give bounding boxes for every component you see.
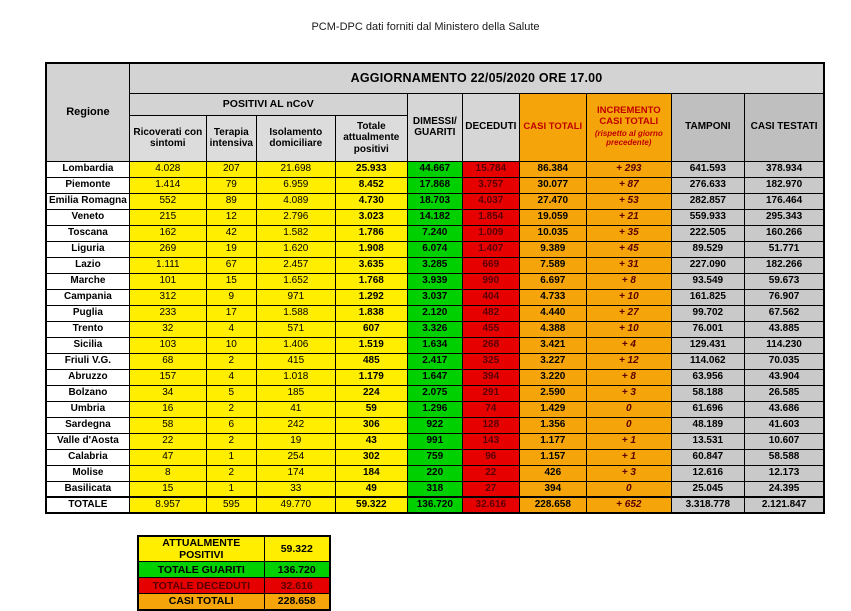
cell-casi-testati: 10.607 [744,433,824,449]
cell-deceduti: 96 [462,449,519,465]
cell-dimessi-guariti: 1.296 [407,401,462,417]
cell-tamponi: 227.090 [671,257,744,273]
cell-casi-testati: 58.588 [744,449,824,465]
cell-dimessi-guariti: 318 [407,481,462,497]
table-header [46,63,824,161]
cell-tamponi: 222.505 [671,225,744,241]
cell-casi-testati: 182.970 [744,177,824,193]
cell-incremento: + 10 [586,321,671,337]
cell-tamponi: 282.857 [671,193,744,209]
cell-isolamento: 33 [256,481,335,497]
cell-isolamento: 19 [256,433,335,449]
cell-terapia-intensiva: 6 [206,417,256,433]
cell-tamponi: 63.956 [671,369,744,385]
cell-incremento: + 10 [586,289,671,305]
cell-incremento: + 1 [586,433,671,449]
ricoverati-header: Ricoverati con sintomi [129,115,206,161]
cell-terapia-intensiva: 17 [206,305,256,321]
cell-ricoverati: 312 [129,289,206,305]
cell-deceduti: 268 [462,337,519,353]
region-name: Lazio [46,257,129,273]
table-row [46,417,824,433]
cell-terapia-intensiva: 1 [206,481,256,497]
cell-ricoverati: 1.414 [129,177,206,193]
cell-tamponi: 129.431 [671,337,744,353]
cell-terapia-intensiva: 595 [206,497,256,513]
cell-terapia-intensiva: 4 [206,321,256,337]
cell-casi-totali: 30.077 [519,177,586,193]
cell-incremento: + 1 [586,449,671,465]
cell-totale-positivi: 8.452 [335,177,407,193]
summary-row-attualmente-positivi [138,536,330,562]
cell-ricoverati: 157 [129,369,206,385]
cell-casi-testati: 43.686 [744,401,824,417]
summary-value: 228.658 [264,594,330,610]
cell-ricoverati: 269 [129,241,206,257]
cell-tamponi: 3.318.778 [671,497,744,513]
cell-dimessi-guariti: 991 [407,433,462,449]
cell-dimessi-guariti: 14.182 [407,209,462,225]
summary-table [137,535,331,611]
tamponi-header: TAMPONI [671,93,744,161]
cell-tamponi: 25.045 [671,481,744,497]
cell-terapia-intensiva: 89 [206,193,256,209]
cell-dimessi-guariti: 2.417 [407,353,462,369]
cell-casi-totali: 1.356 [519,417,586,433]
cell-dimessi-guariti: 2.075 [407,385,462,401]
cell-tamponi: 60.847 [671,449,744,465]
cell-casi-totali: 3.220 [519,369,586,385]
cell-casi-totali: 1.157 [519,449,586,465]
cell-casi-totali: 4.733 [519,289,586,305]
cell-isolamento: 4.089 [256,193,335,209]
incremento-subtitle: (rispetto al giorno precedente) [594,129,663,148]
cell-incremento: + 53 [586,193,671,209]
cell-deceduti: 32.616 [462,497,519,513]
cell-ricoverati: 103 [129,337,206,353]
cell-tamponi: 89.529 [671,241,744,257]
cell-terapia-intensiva: 2 [206,433,256,449]
region-name: Calabria [46,449,129,465]
cell-incremento: + 35 [586,225,671,241]
cell-casi-testati: 70.035 [744,353,824,369]
cell-dimessi-guariti: 6.074 [407,241,462,257]
region-name: Campania [46,289,129,305]
cell-isolamento: 21.698 [256,161,335,177]
dimessi-guariti-header: DIMESSI/ GUARITI [407,93,462,161]
table-row [46,225,824,241]
summary-row-totale-guariti [138,562,330,578]
region-name: Sardegna [46,417,129,433]
summary-value: 32.616 [264,578,330,594]
table-row [46,401,824,417]
cell-tamponi: 58.188 [671,385,744,401]
region-name: Trento [46,321,129,337]
region-name: Toscana [46,225,129,241]
cell-ricoverati: 233 [129,305,206,321]
cell-terapia-intensiva: 12 [206,209,256,225]
isolamento-header: Isolamento domiciliare [256,115,335,161]
cell-deceduti: 1.407 [462,241,519,257]
table-row [46,241,824,257]
cell-dimessi-guariti: 136.720 [407,497,462,513]
cell-dimessi-guariti: 220 [407,465,462,481]
cell-tamponi: 161.825 [671,289,744,305]
cell-tamponi: 559.933 [671,209,744,225]
summary-row-casi-totali [138,594,330,610]
cell-incremento: + 12 [586,353,671,369]
cell-isolamento: 971 [256,289,335,305]
cell-isolamento: 571 [256,321,335,337]
total-row [46,497,824,513]
table-row [46,305,824,321]
table-row [46,433,824,449]
cell-casi-testati: 41.603 [744,417,824,433]
cell-totale-positivi: 43 [335,433,407,449]
table-row [46,257,824,273]
totale-positivi-header: Totale attualmente positivi [335,115,407,161]
cell-totale-positivi: 184 [335,465,407,481]
cell-totale-positivi: 59 [335,401,407,417]
summary-row-totale-deceduti [138,578,330,594]
cell-incremento: 0 [586,401,671,417]
cell-dimessi-guariti: 922 [407,417,462,433]
covid-region-table [45,62,825,514]
cell-deceduti: 27 [462,481,519,497]
table-row [46,321,824,337]
table-row [46,353,824,369]
cell-incremento: + 45 [586,241,671,257]
cell-incremento: 0 [586,417,671,433]
cell-incremento: + 31 [586,257,671,273]
cell-incremento: + 87 [586,177,671,193]
cell-casi-testati: 43.904 [744,369,824,385]
cell-isolamento: 2.796 [256,209,335,225]
cell-isolamento: 1.652 [256,273,335,289]
cell-incremento: + 4 [586,337,671,353]
cell-casi-testati: 378.934 [744,161,824,177]
cell-tamponi: 61.696 [671,401,744,417]
summary-label: CASI TOTALI [138,594,264,610]
cell-casi-testati: 24.395 [744,481,824,497]
cell-incremento: + 3 [586,465,671,481]
region-name: Abruzzo [46,369,129,385]
deceduti-header: DECEDUTI [462,93,519,161]
summary-value: 59.322 [264,536,330,562]
cell-terapia-intensiva: 2 [206,401,256,417]
positivi-group-header: POSITIVI AL nCoV [129,93,407,115]
cell-incremento: + 27 [586,305,671,321]
cell-casi-totali: 86.384 [519,161,586,177]
cell-deceduti: 143 [462,433,519,449]
cell-deceduti: 4.037 [462,193,519,209]
cell-deceduti: 22 [462,465,519,481]
cell-isolamento: 2.457 [256,257,335,273]
cell-terapia-intensiva: 15 [206,273,256,289]
cell-dimessi-guariti: 44.667 [407,161,462,177]
cell-ricoverati: 8.957 [129,497,206,513]
cell-isolamento: 185 [256,385,335,401]
banner-row [46,63,824,93]
cell-casi-testati: 76.907 [744,289,824,305]
cell-tamponi: 641.593 [671,161,744,177]
cell-deceduti: 15.784 [462,161,519,177]
cell-casi-totali: 7.589 [519,257,586,273]
regione-header: Regione [46,63,129,161]
cell-ricoverati: 4.028 [129,161,206,177]
total-label: TOTALE [46,497,129,513]
table-row [46,481,824,497]
cell-casi-testati: 43.885 [744,321,824,337]
summary-label: TOTALE DECEDUTI [138,578,264,594]
cell-casi-totali: 9.389 [519,241,586,257]
cell-tamponi: 93.549 [671,273,744,289]
region-rows [46,161,824,513]
cell-terapia-intensiva: 67 [206,257,256,273]
cell-dimessi-guariti: 17.868 [407,177,462,193]
cell-isolamento: 1.620 [256,241,335,257]
cell-totale-positivi: 1.838 [335,305,407,321]
table-row [46,289,824,305]
region-name: Piemonte [46,177,129,193]
cell-incremento: + 8 [586,369,671,385]
cell-totale-positivi: 25.933 [335,161,407,177]
cell-deceduti: 325 [462,353,519,369]
cell-deceduti: 74 [462,401,519,417]
cell-terapia-intensiva: 1 [206,449,256,465]
cell-ricoverati: 15 [129,481,206,497]
cell-terapia-intensiva: 19 [206,241,256,257]
cell-deceduti: 404 [462,289,519,305]
casi-totali-header: CASI TOTALI [519,93,586,161]
cell-terapia-intensiva: 79 [206,177,256,193]
region-name: Bolzano [46,385,129,401]
cell-incremento: + 8 [586,273,671,289]
cell-deceduti: 128 [462,417,519,433]
cell-dimessi-guariti: 7.240 [407,225,462,241]
cell-terapia-intensiva: 5 [206,385,256,401]
cell-casi-testati: 26.585 [744,385,824,401]
cell-casi-totali: 1.177 [519,433,586,449]
cell-ricoverati: 215 [129,209,206,225]
table-row [46,369,824,385]
cell-ricoverati: 22 [129,433,206,449]
cell-deceduti: 1.854 [462,209,519,225]
region-name: Basilicata [46,481,129,497]
incremento-title: INCREMENTO CASI TOTALI [596,105,661,128]
cell-totale-positivi: 59.322 [335,497,407,513]
cell-casi-totali: 3.227 [519,353,586,369]
region-name: Puglia [46,305,129,321]
cell-tamponi: 76.001 [671,321,744,337]
cell-deceduti: 455 [462,321,519,337]
cell-casi-totali: 6.697 [519,273,586,289]
cell-casi-totali: 1.429 [519,401,586,417]
cell-totale-positivi: 3.023 [335,209,407,225]
cell-terapia-intensiva: 9 [206,289,256,305]
cell-casi-testati: 59.673 [744,273,824,289]
table-row [46,449,824,465]
cell-ricoverati: 552 [129,193,206,209]
cell-casi-testati: 51.771 [744,241,824,257]
cell-casi-totali: 394 [519,481,586,497]
cell-dimessi-guariti: 3.285 [407,257,462,273]
cell-casi-testati: 67.562 [744,305,824,321]
cell-totale-positivi: 1.786 [335,225,407,241]
cell-casi-totali: 19.059 [519,209,586,225]
region-name: Marche [46,273,129,289]
cell-ricoverati: 16 [129,401,206,417]
cell-isolamento: 41 [256,401,335,417]
region-name: Molise [46,465,129,481]
table-row [46,465,824,481]
cell-isolamento: 49.770 [256,497,335,513]
update-banner: AGGIORNAMENTO 22/05/2020 ORE 17.00 [129,63,824,93]
cell-ricoverati: 8 [129,465,206,481]
cell-isolamento: 242 [256,417,335,433]
cell-casi-totali: 2.590 [519,385,586,401]
cell-deceduti: 669 [462,257,519,273]
cell-ricoverati: 47 [129,449,206,465]
cell-deceduti: 1.009 [462,225,519,241]
cell-dimessi-guariti: 3.037 [407,289,462,305]
summary-value: 136.720 [264,562,330,578]
cell-terapia-intensiva: 4 [206,369,256,385]
cell-incremento: + 21 [586,209,671,225]
cell-totale-positivi: 607 [335,321,407,337]
cell-totale-positivi: 49 [335,481,407,497]
region-name: Veneto [46,209,129,225]
cell-isolamento: 1.582 [256,225,335,241]
cell-tamponi: 114.062 [671,353,744,369]
cell-totale-positivi: 3.635 [335,257,407,273]
cell-ricoverati: 101 [129,273,206,289]
cell-terapia-intensiva: 42 [206,225,256,241]
cell-totale-positivi: 224 [335,385,407,401]
cell-ricoverati: 1.111 [129,257,206,273]
cell-deceduti: 291 [462,385,519,401]
region-name: Sicilia [46,337,129,353]
cell-dimessi-guariti: 2.120 [407,305,462,321]
table-row [46,161,824,177]
table-row [46,177,824,193]
cell-isolamento: 6.959 [256,177,335,193]
cell-deceduti: 990 [462,273,519,289]
cell-ricoverati: 34 [129,385,206,401]
cell-ricoverati: 68 [129,353,206,369]
cell-dimessi-guariti: 3.326 [407,321,462,337]
cell-deceduti: 482 [462,305,519,321]
cell-ricoverati: 32 [129,321,206,337]
cell-casi-testati: 12.173 [744,465,824,481]
table-row [46,273,824,289]
cell-totale-positivi: 1.908 [335,241,407,257]
cell-casi-totali: 228.658 [519,497,586,513]
cell-totale-positivi: 1.519 [335,337,407,353]
cell-casi-testati: 114.230 [744,337,824,353]
cell-casi-testati: 176.464 [744,193,824,209]
cell-tamponi: 12.616 [671,465,744,481]
page-title: PCM-DPC dati forniti dal Ministero della Salute [311,21,540,33]
table-row [46,337,824,353]
cell-totale-positivi: 485 [335,353,407,369]
casi-testati-header: CASI TESTATI [744,93,824,161]
cell-terapia-intensiva: 2 [206,465,256,481]
table-row [46,193,824,209]
cell-totale-positivi: 1.292 [335,289,407,305]
cell-isolamento: 1.588 [256,305,335,321]
summary-label: ATTUALMENTE POSITIVI [138,536,264,562]
cell-terapia-intensiva: 207 [206,161,256,177]
region-name: Friuli V.G. [46,353,129,369]
group-header-row [46,93,824,115]
cell-totale-positivi: 306 [335,417,407,433]
region-name: Valle d'Aosta [46,433,129,449]
cell-totale-positivi: 1.179 [335,369,407,385]
cell-isolamento: 174 [256,465,335,481]
cell-incremento: 0 [586,481,671,497]
cell-totale-positivi: 302 [335,449,407,465]
cell-casi-totali: 27.470 [519,193,586,209]
cell-totale-positivi: 4.730 [335,193,407,209]
cell-terapia-intensiva: 2 [206,353,256,369]
cell-casi-testati: 182.266 [744,257,824,273]
cell-ricoverati: 162 [129,225,206,241]
cell-deceduti: 3.757 [462,177,519,193]
incremento-header [586,93,671,161]
cell-incremento: + 652 [586,497,671,513]
cell-dimessi-guariti: 759 [407,449,462,465]
cell-isolamento: 415 [256,353,335,369]
cell-isolamento: 1.406 [256,337,335,353]
cell-casi-testati: 295.343 [744,209,824,225]
table-row [46,209,824,225]
cell-casi-totali: 426 [519,465,586,481]
cell-totale-positivi: 1.768 [335,273,407,289]
terapia-intensiva-header: Terapia intensiva [206,115,256,161]
cell-isolamento: 1.018 [256,369,335,385]
cell-casi-totali: 3.421 [519,337,586,353]
cell-tamponi: 48.189 [671,417,744,433]
cell-dimessi-guariti: 1.647 [407,369,462,385]
cell-incremento: + 3 [586,385,671,401]
cell-tamponi: 99.702 [671,305,744,321]
cell-incremento: + 293 [586,161,671,177]
cell-terapia-intensiva: 10 [206,337,256,353]
cell-isolamento: 254 [256,449,335,465]
region-name: Lombardia [46,161,129,177]
cell-deceduti: 394 [462,369,519,385]
region-name: Liguria [46,241,129,257]
region-name: Emilia Romagna [46,193,129,209]
summary-label: TOTALE GUARITI [138,562,264,578]
cell-casi-testati: 160.266 [744,225,824,241]
table-row [46,385,824,401]
region-name: Umbria [46,401,129,417]
cell-casi-totali: 10.035 [519,225,586,241]
cell-dimessi-guariti: 3.939 [407,273,462,289]
cell-casi-testati: 2.121.847 [744,497,824,513]
cell-ricoverati: 58 [129,417,206,433]
cell-casi-totali: 4.440 [519,305,586,321]
cell-tamponi: 276.633 [671,177,744,193]
cell-tamponi: 13.531 [671,433,744,449]
cell-casi-totali: 4.388 [519,321,586,337]
cell-dimessi-guariti: 18.703 [407,193,462,209]
cell-dimessi-guariti: 1.634 [407,337,462,353]
